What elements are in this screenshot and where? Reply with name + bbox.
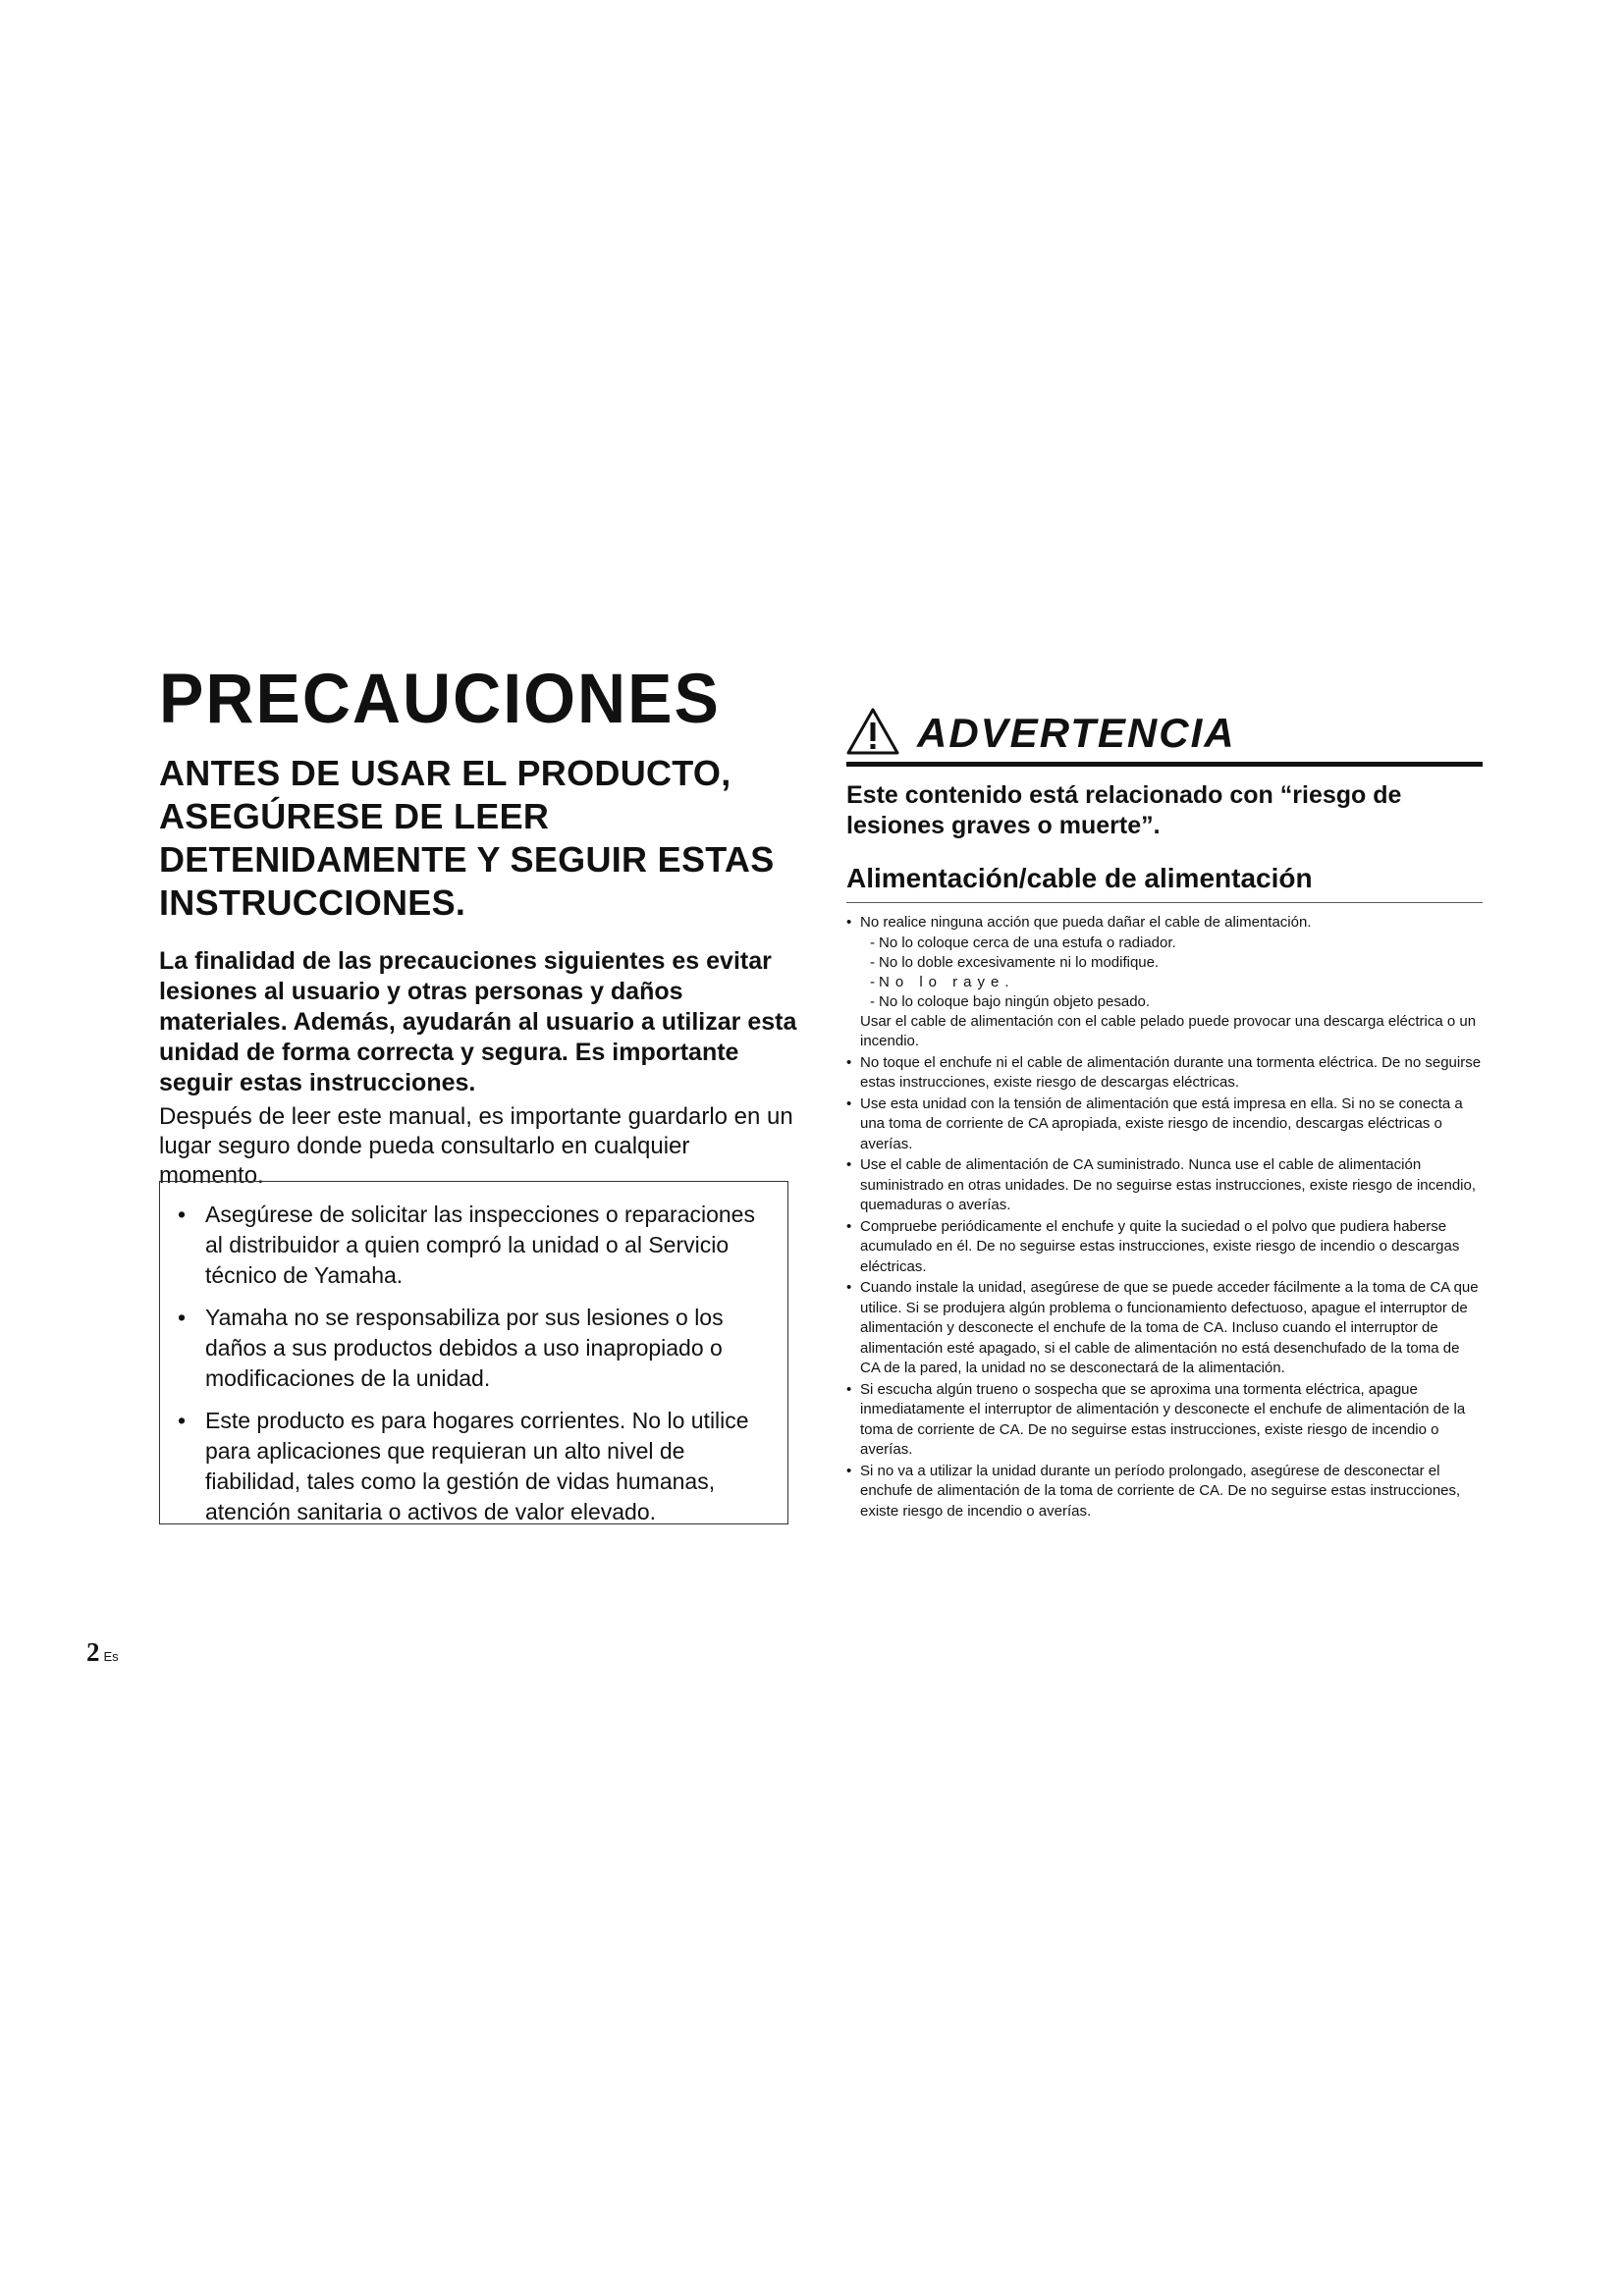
warning-rule — [846, 762, 1483, 767]
warning-item-tail: Usar el cable de alimentación con el cable pelado puede provocar una descarga eléctrica o un incendio. — [860, 1012, 1477, 1049]
sub-item: - No lo coloque bajo ningún objeto pesado. — [870, 992, 1151, 1010]
warning-item: • Cuando instale la unidad, asegúrese de que se puede acceder fácilmente a la toma de CA que utilice. Si se produjera algún problema o funcionamiento defectuoso, apague el interruptor de alimentación y desconecte el enchufe de la toma de CA. Incluso cuando el interruptor de alimentación esté apagado, si el cable de alimentación no está desenchufado de la toma de CA de la pared, la unidad no se desconectará de la alimentación. — [846, 1279, 1479, 1376]
warning-list — [846, 913, 1483, 1522]
intro-paragraph: Después de leer este manual, es importante guardarlo en un lugar seguro donde pueda consultarlo en cualquier momento. — [159, 1103, 793, 1189]
section-subtitle: ANTES DE USAR EL PRODUCTO, ASEGÚRESE DE LEER DETENIDAMENTE Y SEGUIR ESTAS INSTRUCCIONES. — [159, 753, 775, 923]
page-title: PRECAUCIONES — [159, 659, 721, 738]
right-column — [846, 699, 1483, 1522]
sub-item: - No lo raye. — [870, 973, 1015, 990]
left-column — [159, 659, 797, 1191]
warning-item: • No toque el enchufe ni el cable de alimentación durante una tormenta eléctrica. De no seguirse estas instrucciones, existe riesgo de descargas eléctricas. — [846, 1053, 1482, 1091]
notice-item: • Yamaha no se responsabiliza por sus lesiones o los daños a sus productos debidos a uso inapropiado o modificaciones de la unidad. — [178, 1305, 724, 1391]
warning-item: • Compruebe periódicamente el enchufe y quite la suciedad o el polvo que pudiera haberse acumulado en él. De no seguirse estas instrucciones, existe riesgo de incendio o descargas eléctricas. — [846, 1217, 1460, 1275]
page-number: 2 Es — [86, 1637, 119, 1667]
section-rule — [846, 902, 1483, 903]
sub-item: - No lo doble excesivamente ni lo modifique. — [870, 953, 1160, 971]
sub-item: - No lo coloque cerca de una estufa o radiador. — [870, 934, 1176, 951]
warning-item: • Si no va a utilizar la unidad durante un período prolongado, asegúrese de desconectar el enchufe de alimentación de la toma de corriente de CA. De no seguirse estas instrucciones, existe riesgo de incendio o averías. — [846, 1462, 1461, 1520]
warning-triangle-icon — [846, 707, 899, 756]
language-code: Es — [103, 1649, 119, 1664]
section-title: Alimentación/cable de alimentación — [846, 863, 1313, 893]
warning-item: • No realice ninguna acción que pueda dañar el cable de alimentación. - No lo coloque cerca de una estufa o radiador. - No lo doble excesivamente ni lo modifique. - No lo raye. - No lo coloque bajo ningún objeto pesado. Usar el cable de alimentación con el cable pelado puede provocar una descarga eléctrica o un incendio. — [846, 913, 1483, 1052]
warning-subtitle: Este contenido está relacionado con “riesgo de lesiones graves o muerte”. — [846, 781, 1402, 839]
notice-list — [178, 1200, 766, 1527]
warning-item: • Use esta unidad con la tensión de alimentación que está impresa en ella. Si no se conecta a una toma de corriente de CA apropiada, existe riesgo de incendio, descargas eléctricas o averías. — [846, 1095, 1463, 1152]
intro-bold-paragraph: La finalidad de las precauciones siguientes es evitar lesiones al usuario y otras personas y daños materiales. Además, ayudarán al usuario a utilizar esta unidad de forma correcta y segura. Es importante seguir estas instrucciones. — [159, 947, 797, 1096]
notice-item: • Asegúrese de solicitar las inspecciones o reparaciones al distribuidor a quien compró la unidad o al Servicio técnico de Yamaha. — [178, 1201, 755, 1288]
warning-item: • Si escucha algún trueno o sospecha que se aproxima una tormenta eléctrica, apague inmediatamente el interruptor de alimentación y desconecte el enchufe de alimentación de la toma de corriente de CA. De no seguirse estas instrucciones, existe riesgo de incendio o averías. — [846, 1380, 1466, 1458]
warning-header — [846, 699, 1483, 756]
warning-item: • Use el cable de alimentación de CA suministrado. Nunca use el cable de alimentación suministrado en otras unidades. De no seguirse estas instrucciones, existe riesgo de incendio, quemaduras o averías. — [846, 1156, 1477, 1213]
warning-sub-list — [860, 934, 1483, 1012]
warning-title: ADVERTENCIA — [917, 710, 1236, 756]
notice-box — [159, 1181, 788, 1524]
notice-item: • Este producto es para hogares corrientes. No lo utilice para aplicaciones que requieran un alto nivel de fiabilidad, tales como la gestión de vidas humanas, atención sanitaria o activos de valor elevado. — [178, 1408, 749, 1524]
